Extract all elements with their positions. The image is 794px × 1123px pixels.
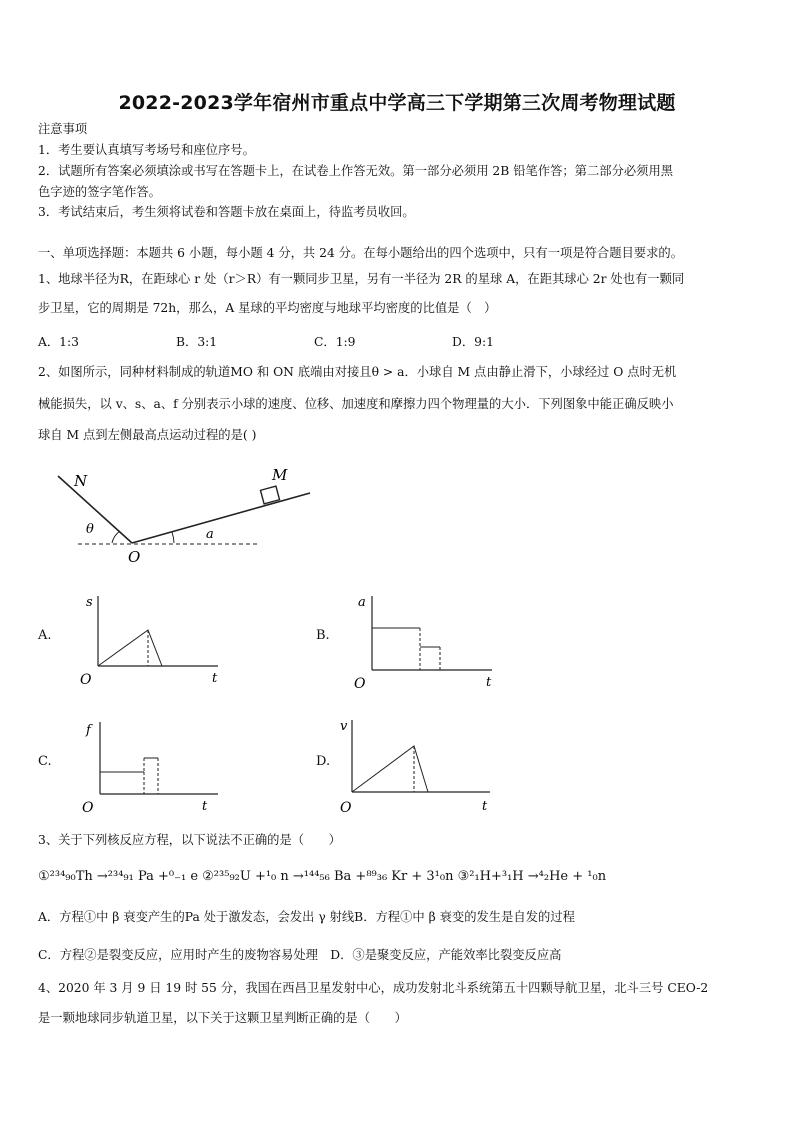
q3-options-cd: C．方程②是裂变反应，应用时产生的废物容易处理 D．③是聚变反应，产能效率比裂变反应高 xyxy=(38,948,562,962)
q2-option-c-label: C. xyxy=(38,754,52,769)
label-theta: θ xyxy=(86,522,94,537)
page-title: 2022-2023学年宿州市重点中学高三下学期第三次周考物理试题 xyxy=(118,92,676,114)
q2-line1: 2、如图所示，同种材料制成的轨道MO 和 ON 底端由对接且θ > a．小球自 M 点由静止滑下，小球经过 O 点时无机 xyxy=(38,365,677,379)
section-heading: 一、单项选择题：本题共 6 小题，每小题 4 分，共 24 分。在每小题给出的四个选项中，只有一项是符合题目要求的。 xyxy=(38,246,683,260)
q3-options-ab: A．方程①中 β 衰变产生的Pa 处于激发态，会发出 γ 射线B．方程①中 β 衰变的发生是自发的过程 xyxy=(38,910,575,924)
graph-c-xlabel: t xyxy=(202,799,208,814)
q4-line2: 是一颗地球同步轨道卫星，以下关于这颗卫星判断正确的是（ ） xyxy=(38,1011,407,1025)
notice-heading: 注意事项 xyxy=(38,122,88,136)
q1-option-a: A．1:3 xyxy=(38,335,79,349)
graph-d-xlabel: t xyxy=(482,799,488,814)
notice-item-2: 2．试题所有答案必须填涂或书写在答题卡上，在试卷上作答无效。第一部分必须用 2B 铅笔作答；第二部分必须用黑 xyxy=(38,164,674,178)
graph-a xyxy=(78,588,228,688)
notice-item-1: 1．考生要认真填写考场号和座位序号。 xyxy=(38,143,255,157)
track-figure xyxy=(50,458,320,568)
graph-a-ylabel: s xyxy=(86,595,93,610)
label-m: M xyxy=(272,466,288,484)
graph-c-origin: O xyxy=(82,800,94,816)
label-n: N xyxy=(74,472,88,490)
graph-b-origin: O xyxy=(354,676,366,688)
graph-c xyxy=(78,716,228,816)
graph-b-ylabel: a xyxy=(358,595,366,610)
q1-option-c: C．1:9 xyxy=(314,335,356,349)
label-alpha: a xyxy=(206,527,214,542)
q2-option-b-label: B. xyxy=(316,628,330,643)
q2-option-a-label: A. xyxy=(38,628,52,643)
q1-line2: 步卫星，它的周期是 72h，那么，A 星球的平均密度与地球平均密度的比值是（ ） xyxy=(38,301,497,315)
graph-b xyxy=(352,588,502,688)
graph-a-xlabel: t xyxy=(212,671,218,686)
q1-line1: 1、地球半径为R，在距球心 r 处（r＞R）有一颗同步卫星，另有一半径为 2R 的星球 A，在距其球心 2r 处也有一颗同 xyxy=(38,272,685,286)
graph-d xyxy=(340,712,500,816)
q1-option-b: B．3:1 xyxy=(176,335,218,349)
q2-line2: 械能损失，以 v、s、a、f 分别表示小球的速度、位移、加速度和摩擦力四个物理量的大小．下列图象中能正确反映小 xyxy=(38,397,674,411)
notice-item-3: 3．考试结束后，考生须将试卷和答题卡放在桌面上，待监考员收回。 xyxy=(38,205,415,219)
graph-b-xlabel: t xyxy=(486,675,492,688)
graph-d-origin: O xyxy=(340,800,352,816)
graph-a-origin: O xyxy=(80,672,92,688)
q3-equations: ①²³⁴₉₀Th →²³⁴₉₁ Pa +⁰₋₁ e ②²³⁵₉₂U +¹₀ n →¹⁴⁴₅₆ Ba +⁸⁹₃₆ Kr + 3¹₀n ③²₁H+³₁H →⁴₂He + ¹₀n xyxy=(38,869,607,884)
notice-item-2-cont: 色字迹的签字笔作答。 xyxy=(38,185,161,199)
graph-d-ylabel: v xyxy=(340,719,348,734)
q2-option-d-label: D. xyxy=(316,754,331,769)
label-o: O xyxy=(128,548,141,566)
graph-c-ylabel: f xyxy=(86,723,91,738)
q1-option-d: D．9:1 xyxy=(452,335,494,349)
q2-line3: 球自 M 点到左侧最高点运动过程的是( ) xyxy=(38,428,257,442)
q3-stem: 3、关于下列核反应方程，以下说法不正确的是（ ） xyxy=(38,833,341,847)
q4-line1: 4、2020 年 3 月 9 日 19 时 55 分，我国在西昌卫星发射中心，成功发射北斗系统第五十四颗导航卫星，北斗三号 CEO-2 xyxy=(38,981,709,995)
